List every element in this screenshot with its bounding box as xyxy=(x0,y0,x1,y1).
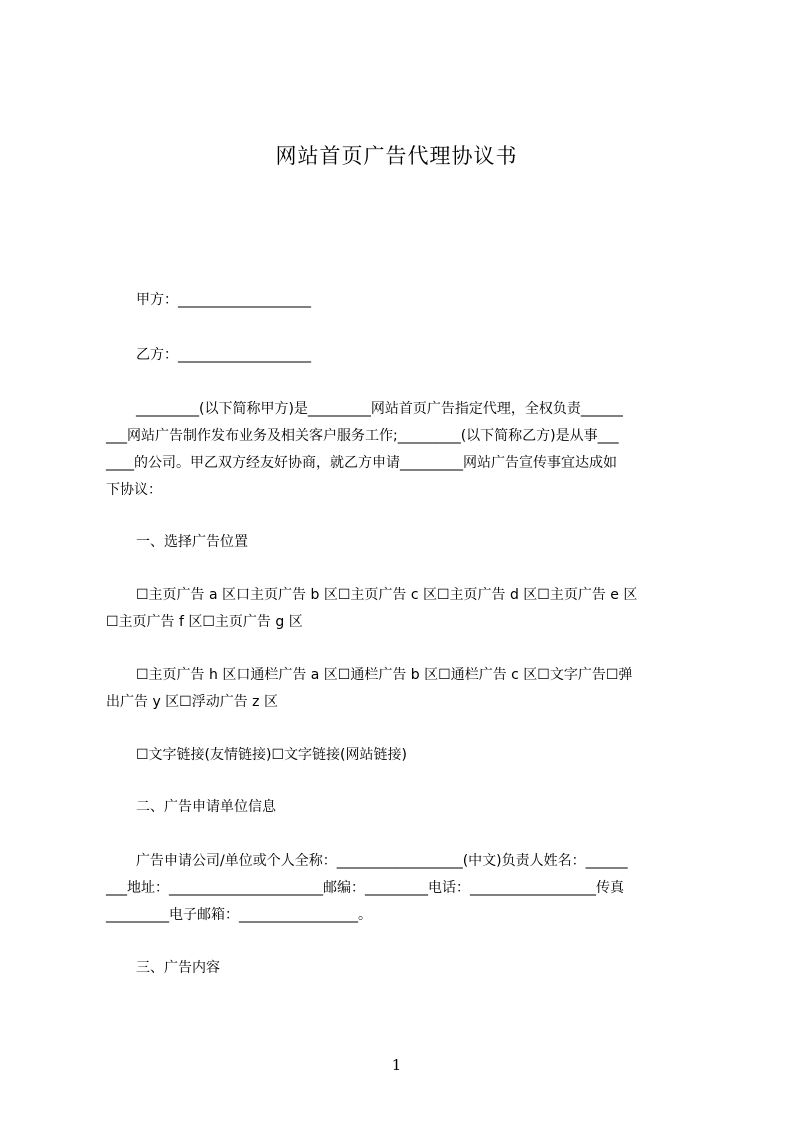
applicant-info-line: ___地址：______________________邮编：_________电话：__________________传真 xyxy=(106,880,624,896)
ad-position-line: ☐主页广告 a 区口主页广告 b 区☐主页广告 c 区☐主页广告 d 区☐主页广告 e 区 xyxy=(136,587,638,603)
applicant-info-line: 广告申请公司/单位或个人全称：__________________(中文)负责人姓名：______ xyxy=(136,853,628,869)
section2-heading: 二、广告申请单位信息 xyxy=(136,799,276,815)
page-number: 1 xyxy=(391,1056,402,1074)
intro-line: ___网站广告制作发布业务及相关客户服务工作;_________(以下简称乙方)是从事___ xyxy=(106,428,619,444)
intro-line: 下协议： xyxy=(106,482,162,498)
section1-heading: 一、选择广告位置 xyxy=(136,534,248,550)
ad-position-line: 出广告 y 区☐浮动广告 z 区 xyxy=(106,694,278,710)
party-b-line: 乙方：___________________ xyxy=(136,347,311,363)
ad-position-line: ☐主页广告 f 区☐主页广告 g 区 xyxy=(106,614,303,630)
document-title: 网站首页广告代理协议书 xyxy=(275,144,518,168)
party-a-line: 甲方：___________________ xyxy=(136,292,311,308)
ad-position-line: ☐主页广告 h 区口通栏广告 a 区☐通栏广告 b 区☐通栏广告 c 区☐文字广告☐弹 xyxy=(136,667,633,683)
link-option-line: ☐文字链接(友情链接)☐文字链接(网站链接) xyxy=(136,747,407,763)
section3-heading: 三、广告内容 xyxy=(136,960,220,976)
intro-line: _________(以下简称甲方)是_________网站首页广告指定代理，全权负责______ xyxy=(136,401,623,417)
intro-line: ____的公司。甲乙双方经友好协商，就乙方申请_________网站广告宣传事宜达成如 xyxy=(106,455,617,471)
applicant-info-line: _________电子邮箱：_________________。 xyxy=(106,907,372,923)
